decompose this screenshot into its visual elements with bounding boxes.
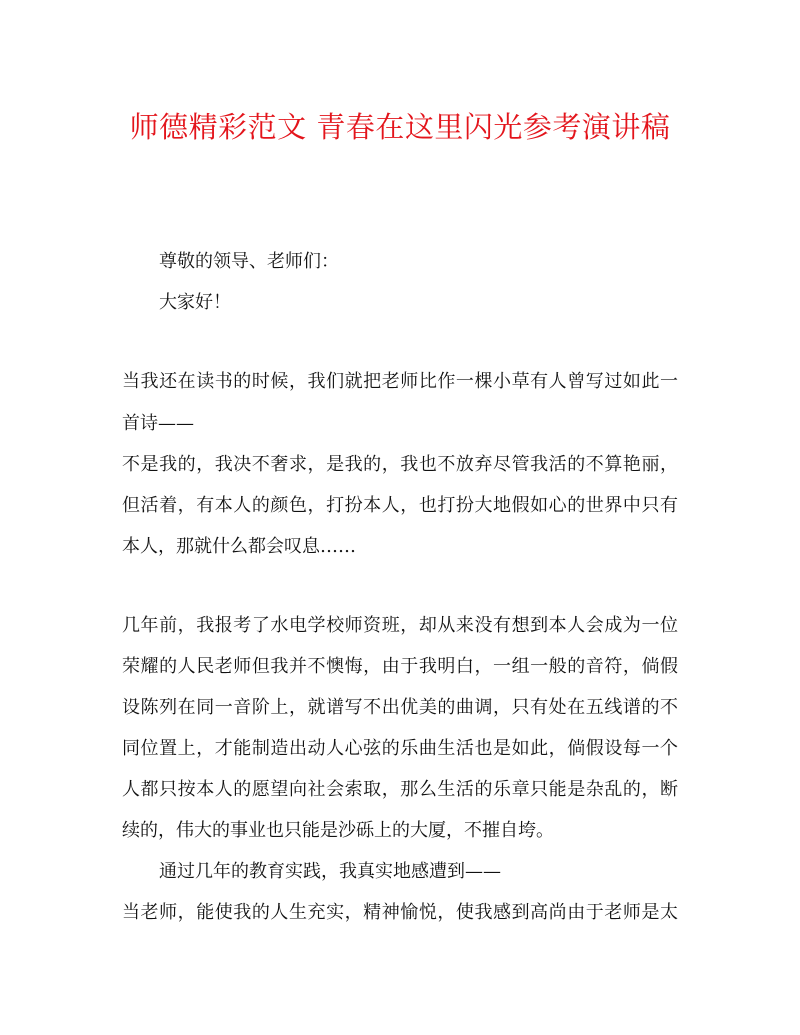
- paragraph-line: 几年前，我报考了水电学校师资班，却从来没有想到本人会成为一位: [122, 615, 678, 636]
- paragraph-line: 同位置上，才能制造出动人心弦的乐曲生活也是如此，倘假设每一个: [122, 738, 678, 759]
- paragraph-line: 当老师，能使我的人生充实，精神愉悦，使我感到高尚由于老师是太: [122, 902, 678, 923]
- paragraph-line: 但活着，有本人的颜色，打扮本人，也打扮大地假如心的世界中只有: [122, 495, 678, 516]
- paragraph-line: 首诗——: [122, 413, 194, 434]
- paragraph-line: 人都只按本人的愿望向社会索取，那么生活的乐章只能是杂乱的，断: [122, 779, 678, 800]
- salutation-line: 尊敬的领导、老师们：: [159, 251, 339, 272]
- paragraph-line: 通过几年的教育实践，我真实地感遭到——: [159, 861, 501, 882]
- paragraph-line: 不是我的，我决不奢求，是我的，我也不放弃尽管我活的不算艳丽，: [122, 454, 678, 475]
- paragraph-line: 本人，那就什么都会叹息……: [122, 536, 356, 557]
- paragraph-line: 续的，伟大的事业也只能是沙砾上的大厦，不摧自垮。: [122, 820, 554, 841]
- paragraph-line: 荣耀的人民老师但我并不懊悔，由于我明白，一组一般的音符，倘假: [122, 656, 678, 677]
- paragraph-line: 设陈列在同一音阶上，就谱写不出优美的曲调，只有处在五线谱的不: [122, 697, 678, 718]
- document-title: 师德精彩范文 青春在这里闪光参考演讲稿: [129, 110, 671, 144]
- paragraph-line: 当我还在读书的时候，我们就把老师比作一棵小草有人曾写过如此一: [122, 371, 678, 392]
- greeting-line: 大家好！: [159, 292, 231, 313]
